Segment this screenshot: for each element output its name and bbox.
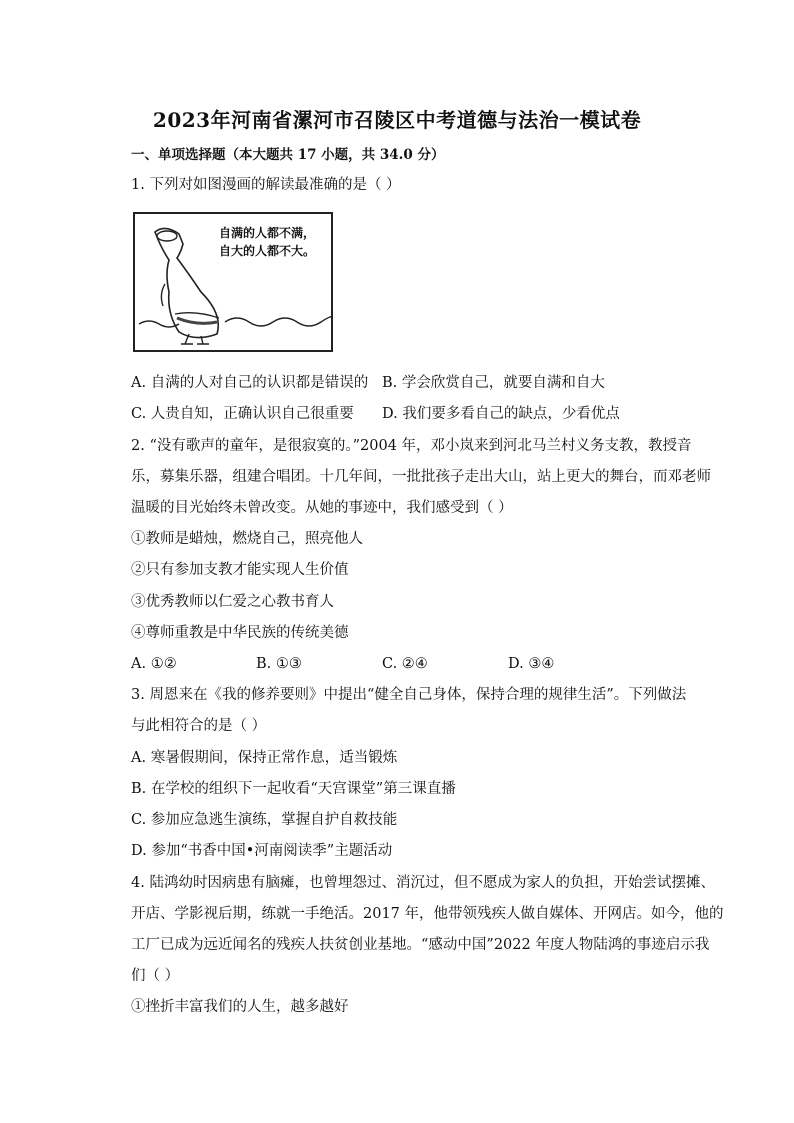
q4-stem-line: 工厂已成为远近闻名的残疾人扶贫创业基地。“感动中国”2022 年度人物陆鸿的事迹启示我	[131, 937, 710, 953]
q2-stem-line: 温暖的目光始终未曾改变。从她的事迹中，我们感受到（ ）	[131, 500, 513, 516]
q2-item: ④尊师重教是中华民族的传统美德	[131, 625, 349, 641]
q2-item: ①教师是蜡烛，燃烧自己，照亮他人	[131, 531, 363, 547]
q3-option-c: C. 参加应急逃生演练，掌握自护自救技能	[131, 812, 398, 828]
q1-option-d: D. 我们要多看自己的缺点，少看优点	[382, 406, 620, 422]
q2-stem-line: 乐，募集乐器，组建合唱团。十几年间，一批批孩子走出大山，站上更大的舞台，而邓老师	[131, 469, 711, 485]
q2-stem-line: 2. “没有歌声的童年，是很寂寞的。”2004 年，邓小岚来到河北马兰村义务支教，教授音	[131, 438, 692, 454]
q3-stem-line: 3. 周恩来在《我的修养要则》中提出“健全自己身体，保持合理的规律生活”。下列做法	[131, 687, 687, 703]
q1-option-a: A. 自满的人对自己的认识都是错误的	[131, 375, 369, 391]
q3-option-d: D. 参加“书香中国•河南阅读季”主题活动	[131, 843, 393, 859]
q2-option-a: A. ①②	[131, 656, 177, 672]
q2-option-b: B. ①③	[256, 656, 302, 672]
q2-item: ③优秀教师以仁爱之心教书育人	[131, 594, 334, 610]
q2-item: ②只有参加支教才能实现人生价值	[131, 562, 349, 578]
cartoon-caption-line: 自大的人都不大。	[219, 244, 316, 258]
cartoon-image	[133, 212, 333, 352]
q4-stem-line: 开店、学影视后期，练就一手绝活。2017 年，他带领残疾人做自媒体、开网店。如今，他的	[131, 906, 724, 922]
q3-option-a: A. 寒暑假期间，保持正常作息，适当锻炼	[131, 750, 398, 766]
cartoon-caption-line: 自满的人都不满，	[219, 226, 316, 240]
page-title: 2023年河南省漯河市召陵区中考道德与法治一模试卷	[152, 108, 642, 132]
q2-option-c: C. ②④	[382, 656, 428, 672]
q4-item: ①挫折丰富我们的人生，越多越好	[131, 999, 349, 1015]
q3-stem-line: 与此相符合的是（ ）	[131, 718, 267, 734]
cartoon-caption	[219, 224, 331, 260]
q1-option-b: B. 学会欣赏自己，就要自满和自大	[382, 375, 605, 391]
q1-option-c: C. 人贵自知，正确认识自己很重要	[131, 406, 354, 422]
q1-stem: 1. 下列对如图漫画的解读最准确的是（ ）	[131, 177, 401, 193]
q4-stem-line: 4. 陆鸿幼时因病患有脑瘫，也曾埋怨过、消沉过，但不愿成为家人的负担，开始尝试摆摊、	[131, 875, 715, 891]
section-heading: 一、单项选择题（本大题共 17 小题，共 34.0 分）	[131, 147, 445, 163]
q2-option-d: D. ③④	[508, 656, 555, 672]
q4-stem-line: 们（ ）	[131, 968, 180, 984]
q3-option-b: B. 在学校的组织下一起收看“天宫课堂”第三课直播	[131, 781, 456, 797]
